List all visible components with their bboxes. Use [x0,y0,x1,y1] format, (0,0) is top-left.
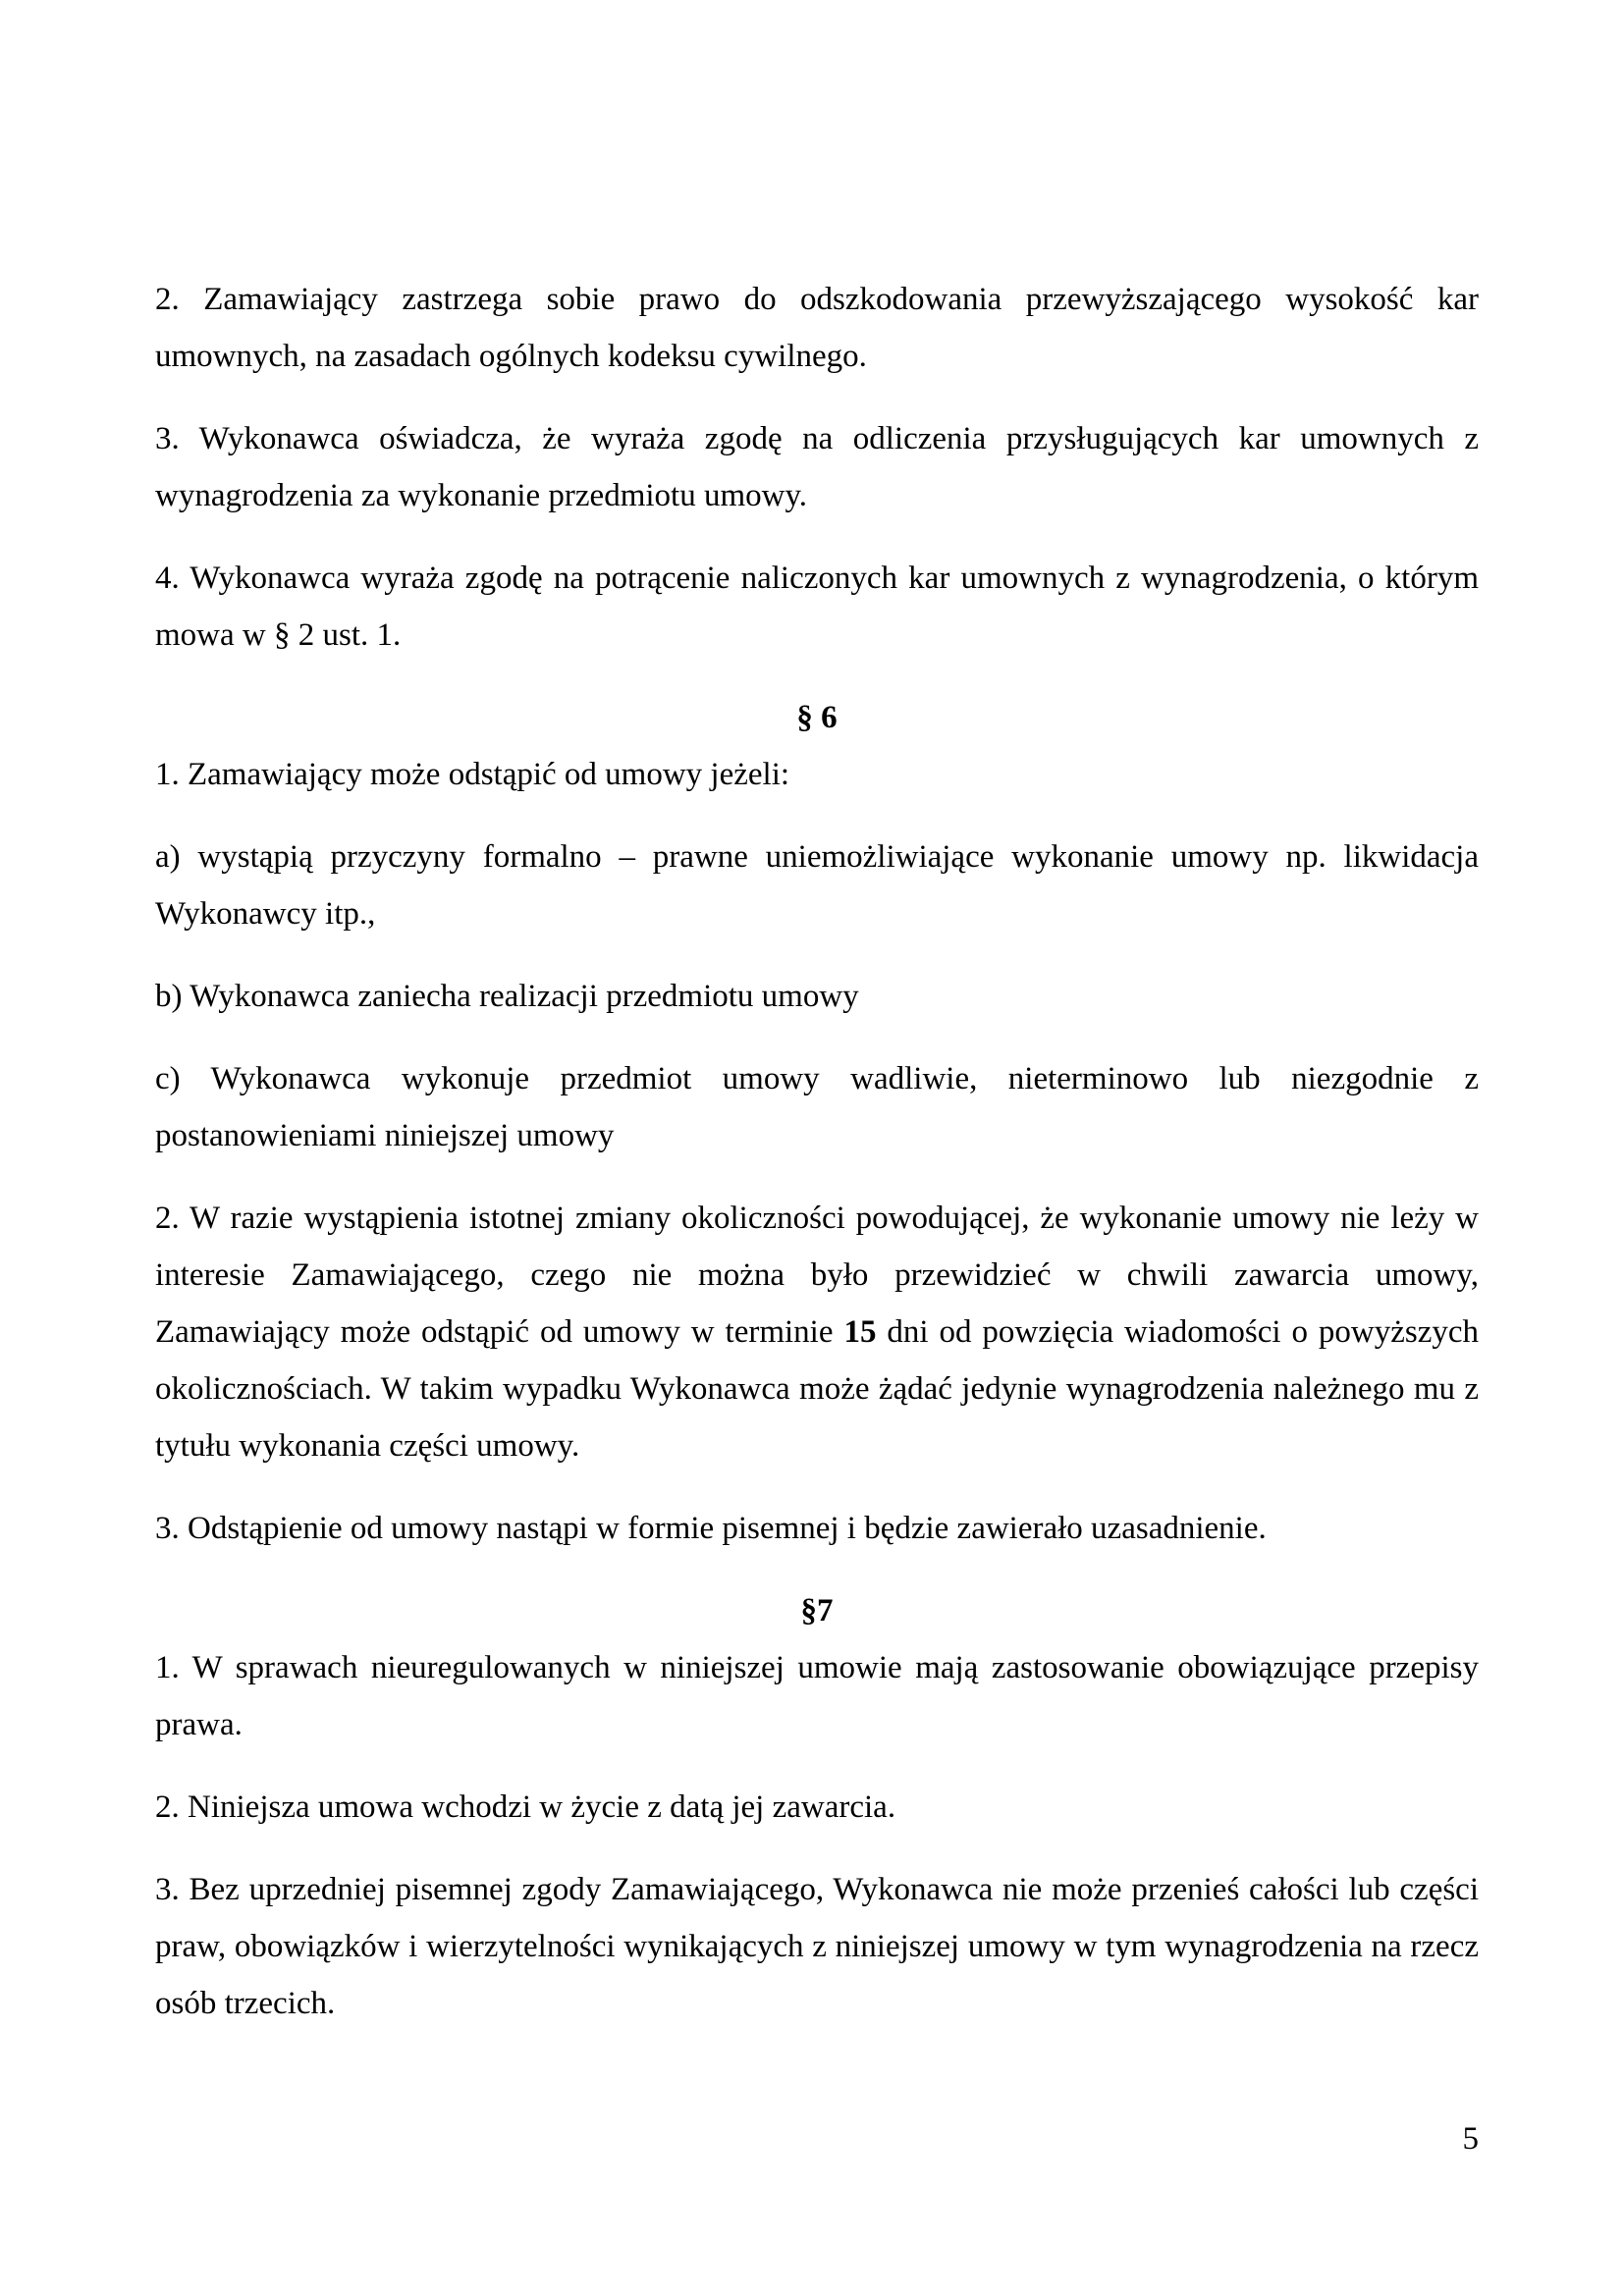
section7-paragraph-2: 2. Niniejsza umowa wchodzi w życie z datą jej zawarcia. [155,1789,896,1825]
section5-paragraph-3: 3. Wykonawca oświadcza, że wyraża zgodę na odliczenia przysługujących kar umownych z wynagrodzenia za wykonanie przedmiotu umowy. [155,421,1479,513]
section6-deadline-days: 15 [843,1314,877,1350]
section6-paragraph-2 [155,1190,1479,1474]
section5-paragraph-2: 2. Zamawiający zastrzega sobie prawo do odszkodowania przewyższającego wysokość kar umownych, na zasadach ogólnych kodeksu cywilnego. [155,282,1479,374]
section6-item-b: b) Wykonawca zaniecha realizacji przedmiotu umowy [155,979,859,1014]
section6-heading: § 6 [796,700,838,735]
section6-paragraph-2-text-end: dni od powzięcia wiadomości o powyższych okolicznościach. W takim wypadku Wykonawca może żądać jedynie wynagrodzenia należnego mu z tytułu wykonania części umowy. [155,1314,1479,1464]
section6-paragraph-2-text-start: 2. W razie wystąpienia istotnej zmiany okoliczności powodującej, że wykonanie umowy nie leży w interesie Zamawiającego, czego nie można było przewidzieć w chwili zawarcia umowy, Zamawiający może odstąpić od umowy w terminie [155,1201,1479,1350]
section5-paragraph-4: 4. Wykonawca wyraża zgodę na potrącenie naliczonych kar umownych z wynagrodzenia, o którym mowa w § 2 ust. 1. [155,561,1479,653]
section7-paragraph-1: 1. W sprawach nieuregulowanych w niniejszej umowie mają zastosowanie obowiązujące przepisy prawa. [155,1650,1479,1742]
page-number: 5 [1462,2121,1479,2157]
section6-item-c: c) Wykonawca wykonuje przedmiot umowy wadliwie, nieterminowo lub niezgodnie z postanowieniami niniejszej umowy [155,1061,1479,1153]
section6-paragraph-3: 3. Odstąpienie od umowy nastąpi w formie pisemnej i będzie zawierało uzasadnienie. [155,1511,1267,1546]
section6-paragraph-1: 1. Zamawiający może odstąpić od umowy jeżeli: [155,757,790,792]
section7-paragraph-3: 3. Bez uprzedniej pisemnej zgody Zamawiającego, Wykonawca nie może przenieś całości lub części praw, obowiązków i wierzytelności wynikających z niniejszej umowy w tym wynagrodzenia na rzecz osób trzecich. [155,1872,1479,2021]
document-page [155,271,1479,2032]
section6-item-a: a) wystąpią przyczyny formalno – prawne uniemożliwiające wykonanie umowy np. likwidacja Wykonawcy itp., [155,839,1479,932]
section7-heading: §7 [800,1593,834,1629]
